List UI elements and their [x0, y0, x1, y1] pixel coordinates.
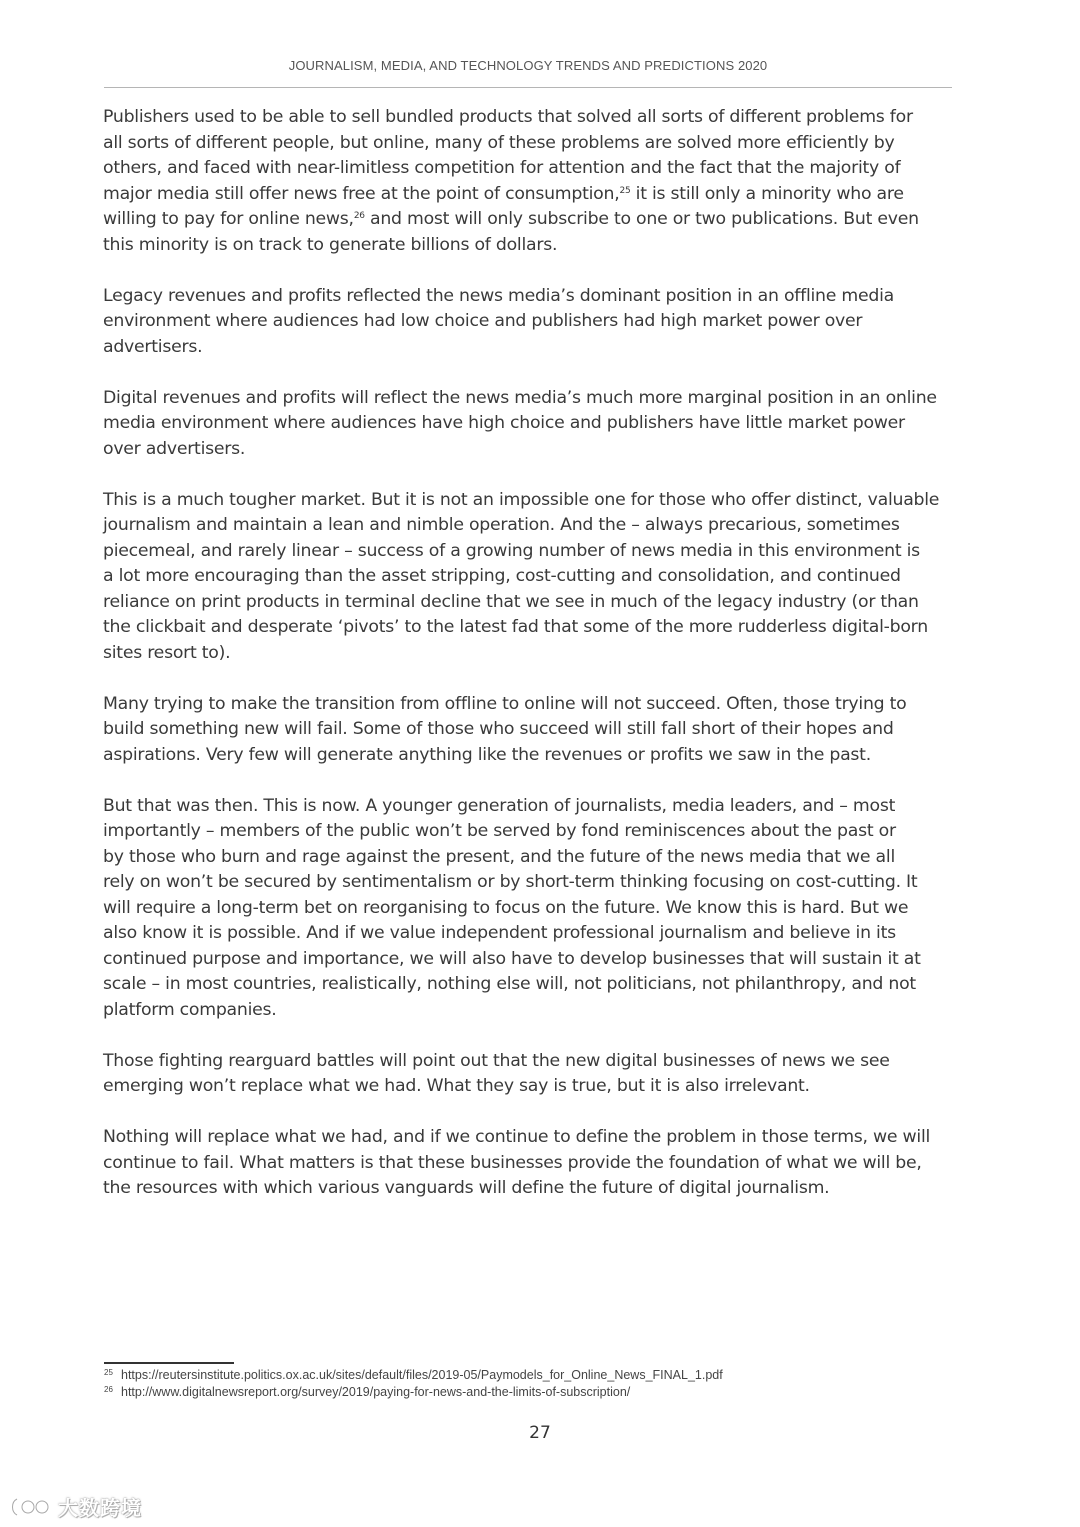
line-text: also know it is possible. And if we value independent professional journalism and believe in its	[103, 923, 896, 943]
body-paragraph	[103, 794, 953, 1024]
line-text: aspirations. Very few will generate anything like the revenues or profits we saw in the past.	[103, 744, 871, 765]
text-line	[103, 284, 953, 310]
footnote-reference[interactable]: 25	[619, 185, 631, 196]
line-text: media environment where audiences have high choice and publishers have little market power	[103, 413, 905, 433]
text-line	[103, 1151, 953, 1177]
text-line	[103, 182, 953, 208]
line-text: willing to pay for online news,	[103, 209, 354, 229]
line-text: piecemeal, and rarely linear – success of a growing number of news media in this environment is	[103, 540, 920, 561]
line-text-continued: and most will only subscribe to one or two publications. But even	[364, 209, 919, 229]
text-line	[103, 819, 953, 845]
text-line	[103, 972, 953, 998]
text-line	[103, 692, 953, 718]
line-text: continue to fail. What matters is that these businesses provide the foundation of what we will be,	[103, 1152, 922, 1173]
text-line	[103, 1125, 953, 1151]
line-text: others, and faced with near-limitless competition for attention and the fact that the majority of	[103, 158, 901, 178]
text-line	[103, 488, 953, 514]
line-text: Many trying to make the transition from offline to online will not succeed. Often, those trying to	[103, 693, 907, 714]
body-paragraph	[103, 1125, 953, 1202]
line-text: all sorts of different people, but online, many of these problems are solved more efficiently by	[103, 132, 895, 153]
footnote: 25 https://reutersinstitute.politics.ox.ac.uk/sites/default/files/2019-05/Paymodels_for_Online_News_FINAL_1.pdf	[104, 1368, 723, 1382]
watermark	[8, 1492, 142, 1521]
line-text: over advertisers.	[103, 438, 246, 459]
text-line	[103, 743, 953, 769]
line-text: But that was then. This is now. A younger generation of journalists, media leaders, and – most	[103, 795, 896, 816]
body-text	[103, 105, 953, 1227]
text-line	[103, 411, 953, 437]
body-paragraph	[103, 105, 953, 258]
line-text: will require a long-term bet on reorganising to focus on the future. We know this is hard. But we	[103, 897, 909, 918]
line-text: emerging won’t replace what we had. What they say is true, but it is also irrelevant.	[103, 1076, 810, 1096]
line-text: This is a much tougher market. But it is not an impossible one for those who offer distinct, valuable	[103, 489, 940, 510]
line-text: the resources with which various vanguards will define the future of digital journalism.	[103, 1178, 830, 1198]
text-line	[103, 335, 953, 361]
line-text: a lot more encouraging than the asset stripping, cost-cutting and consolidation, and continued	[103, 566, 901, 586]
header-divider	[104, 87, 952, 88]
body-paragraph	[103, 386, 953, 463]
text-line	[103, 386, 953, 412]
line-text: Those fighting rearguard battles will point out that the new digital businesses of news we see	[103, 1050, 890, 1071]
text-line	[103, 156, 953, 182]
text-line	[103, 845, 953, 871]
running-header: JOURNALISM, MEDIA, AND TECHNOLOGY TRENDS AND PREDICTIONS 2020	[288, 58, 768, 73]
text-line	[103, 1176, 953, 1202]
line-text: the clickbait and desperate ‘pivots’ to the latest fad that some of the more rudderless digital-born	[103, 617, 928, 637]
line-text: journalism and maintain a lean and nimble operation. And the – always precarious, sometimes	[103, 515, 900, 535]
text-line	[103, 233, 953, 259]
line-text: major media still offer news free at the point of consumption,	[103, 183, 620, 204]
footnote-link[interactable]: http://www.digitalnewsreport.org/survey/2019/paying-for-news-and-the-limits-of-subscription/	[121, 1385, 631, 1399]
body-paragraph	[103, 692, 953, 769]
line-text: continued purpose and importance, we will also have to develop businesses that will sustain it at	[103, 948, 921, 969]
body-paragraph	[103, 488, 953, 667]
text-line	[103, 998, 953, 1024]
footnote-divider	[104, 1362, 234, 1364]
text-line	[103, 615, 953, 641]
text-line	[103, 641, 953, 667]
line-text: scale – in most countries, realistically, nothing else will, not politicians, not philanthropy, and not	[103, 974, 916, 994]
watermark-text: 大数跨境	[58, 1496, 142, 1520]
text-line	[103, 1049, 953, 1075]
body-paragraph	[103, 1049, 953, 1100]
line-text: by those who burn and rage against the present, and the future of the news media that we all	[103, 846, 895, 867]
footnote-link[interactable]: https://reutersinstitute.politics.ox.ac.uk/sites/default/files/2019-05/Paymodels_for_Online_News_FINAL_1.pdf	[121, 1368, 723, 1382]
text-line	[103, 207, 953, 233]
text-line	[103, 309, 953, 335]
line-text: sites resort to).	[103, 642, 231, 663]
text-line	[103, 513, 953, 539]
line-text: Digital revenues and profits will reflect the news media’s much more marginal position in an online	[103, 387, 937, 408]
watermark-logo-icon	[8, 1496, 54, 1518]
line-text: platform companies.	[103, 999, 277, 1020]
text-line	[103, 131, 953, 157]
footnotes	[104, 1367, 723, 1401]
text-line	[103, 794, 953, 820]
line-text: Publishers used to be able to sell bundled products that solved all sorts of different problems for	[103, 107, 913, 127]
text-line	[103, 947, 953, 973]
footnote: 26 http://www.digitalnewsreport.org/survey/2019/paying-for-news-and-the-limits-of-subscription/	[104, 1385, 631, 1399]
text-line	[103, 539, 953, 565]
line-text: build something new will fail. Some of those who succeed will still fall short of their hopes and	[103, 719, 894, 739]
text-line	[103, 564, 953, 590]
text-line	[103, 921, 953, 947]
line-text: this minority is on track to generate billions of dollars.	[103, 234, 558, 255]
line-text: rely on won’t be secured by sentimentalism or by short-term thinking focusing on cost-cutting. It	[103, 872, 918, 892]
line-text: Nothing will replace what we had, and if we continue to define the problem in those terms, we will	[103, 1127, 931, 1147]
footnote-reference[interactable]: 26	[353, 211, 365, 221]
line-text: reliance on print products in terminal decline that we see in much of the legacy industry (or than	[103, 591, 919, 612]
line-text: importantly – members of the public won’t be served by fond reminiscences about the past or	[103, 821, 896, 841]
line-text: environment where audiences had low choice and publishers had high market power over	[103, 311, 863, 331]
text-line	[103, 1074, 953, 1100]
line-text: advertisers.	[103, 336, 203, 357]
page-number: 27	[529, 1423, 551, 1443]
text-line	[103, 717, 953, 743]
line-text-continued: it is still only a minority who are	[630, 183, 904, 204]
text-line	[103, 870, 953, 896]
line-text: Legacy revenues and profits reflected the news media’s dominant position in an offline media	[103, 285, 894, 306]
text-line	[103, 896, 953, 922]
body-paragraph	[103, 284, 953, 361]
text-line	[103, 437, 953, 463]
text-line	[103, 590, 953, 616]
text-line	[103, 105, 953, 131]
